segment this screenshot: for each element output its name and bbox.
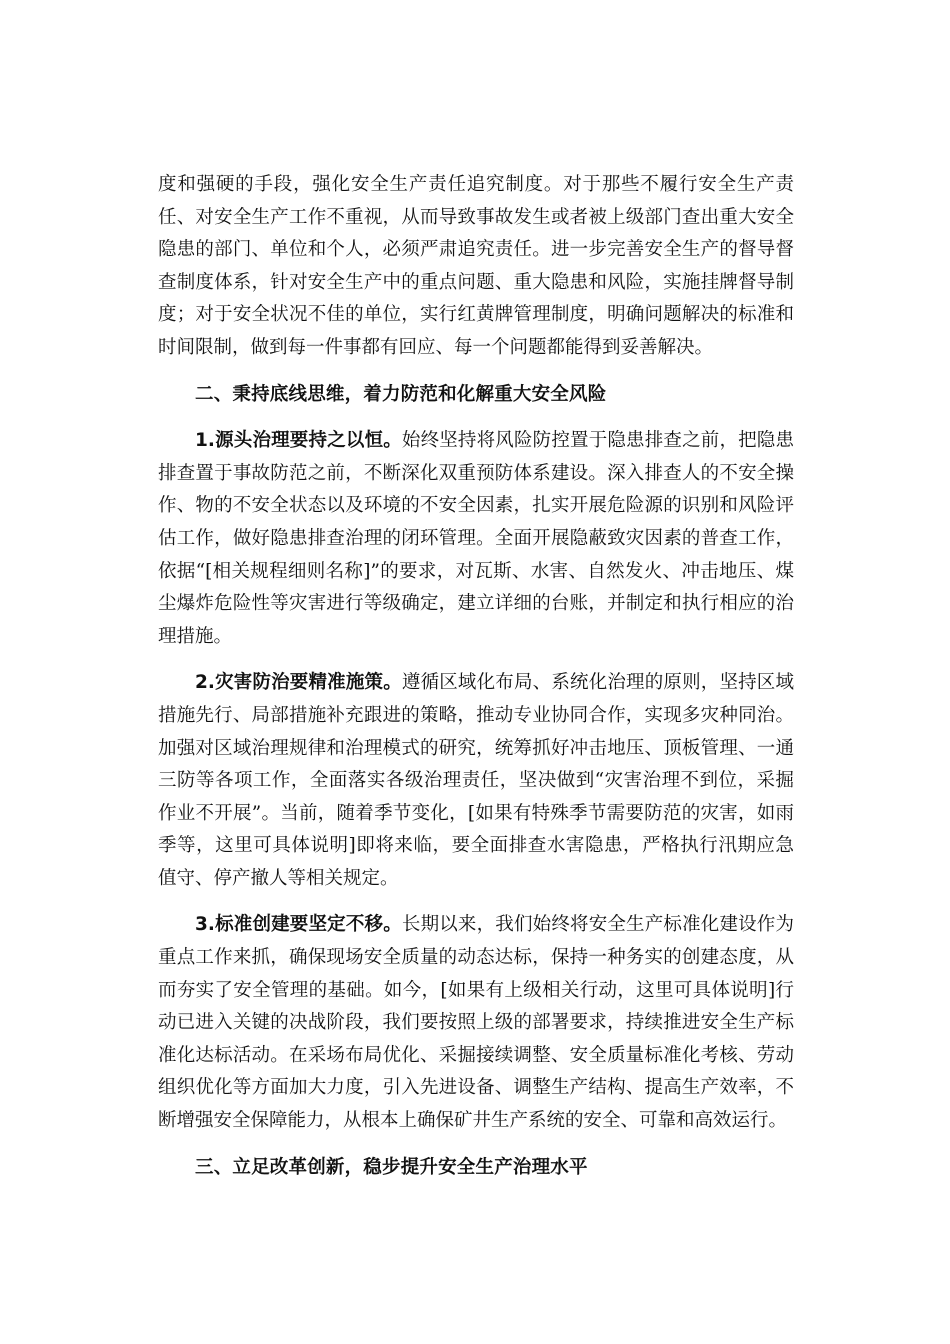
item-1-body: 始终坚持将风险防控置于隐患排查之前，把隐患排查置于事故防范之前，不断深化双重预防体系建设。深入排查人的不安全操作、物的不安全状态以及环境的不安全因素，扎实开展危险源的识别和风险评估工作，做好隐患排查治理的闭环管理。全面开展隐蔽致灾因素的普查工作，依据“[相关规程细则名称]”的要求，对瓦斯、水害、自然发火、冲击地压、煤尘爆炸危险性等灾害进行等级确定，建立详细的台账，并制定和执行相应的治理措施。 [158,430,794,647]
item-3-body: 长期以来，我们始终将安全生产标准化建设作为重点工作来抓，确保现场安全质量的动态达标，保持一种务实的创建态度，从而夯实了安全管理的基础。如今，[如果有上级相关行动，这里可具体说明]行动已进入关键的决战阶段，我们要按照上级的部署要求，持续推进安全生产标准化达标活动。在采场布局优化、采掘接续调整、安全质量标准化考核、劳动组织优化等方面加大力度，引入先进设备、调整生产结构、提高生产效率，不断增强安全保障能力，从根本上确保矿井生产系统的安全、可靠和高效运行。 [158,914,794,1132]
item-3-paragraph [158,909,794,1137]
item-2-lead: 2.灾害防治要精准施策。 [195,672,402,694]
item-3-lead: 3.标准创建要坚定不移。 [195,914,402,936]
document-page [158,169,794,1198]
item-2-body: 遵循区域化布局、系统化治理的原则，坚持区域措施先行、局部措施补充跟进的策略，推动专业协同合作，实现多灾种同治。加强对区域治理规律和治理模式的研究，统筹抓好冲击地压、顶板管理、一通三防等各项工作，全面落实各级治理责任，坚决做到“灾害治理不到位，采掘作业不开展”。当前，随着季节变化，[如果有特殊季节需要防范的灾害，如雨季等，这里可具体说明]即将来临，要全面排查水害隐患，严格执行汛期应急值守、停产撤人等相关规定。 [158,672,794,889]
item-1-lead: 1.源头治理要持之以恒。 [195,430,402,452]
continued-paragraph: 度和强硬的手段，强化安全生产责任追究制度。对于那些不履行安全生产责任、对安全生产工作不重视，从而导致事故发生或者被上级部门查出重大安全隐患的部门、单位和个人，必须严肃追究责任。进一步完善安全生产的督导督查制度体系，针对安全生产中的重点问题、重大隐患和风险，实施挂牌督导制度；对于安全状况不佳的单位，实行红黄牌管理制度，明确问题解决的标准和时间限制，做到每一件事都有回应、每一个问题都能得到妥善解决。 [158,174,794,358]
item-2-paragraph [158,667,794,895]
section-heading-2: 二、秉持底线思维，着力防范和化解重大安全风险 [195,383,607,405]
section-heading-3: 三、立足改革创新，稳步提升安全生产治理水平 [195,1156,588,1178]
item-1-paragraph [158,425,794,653]
